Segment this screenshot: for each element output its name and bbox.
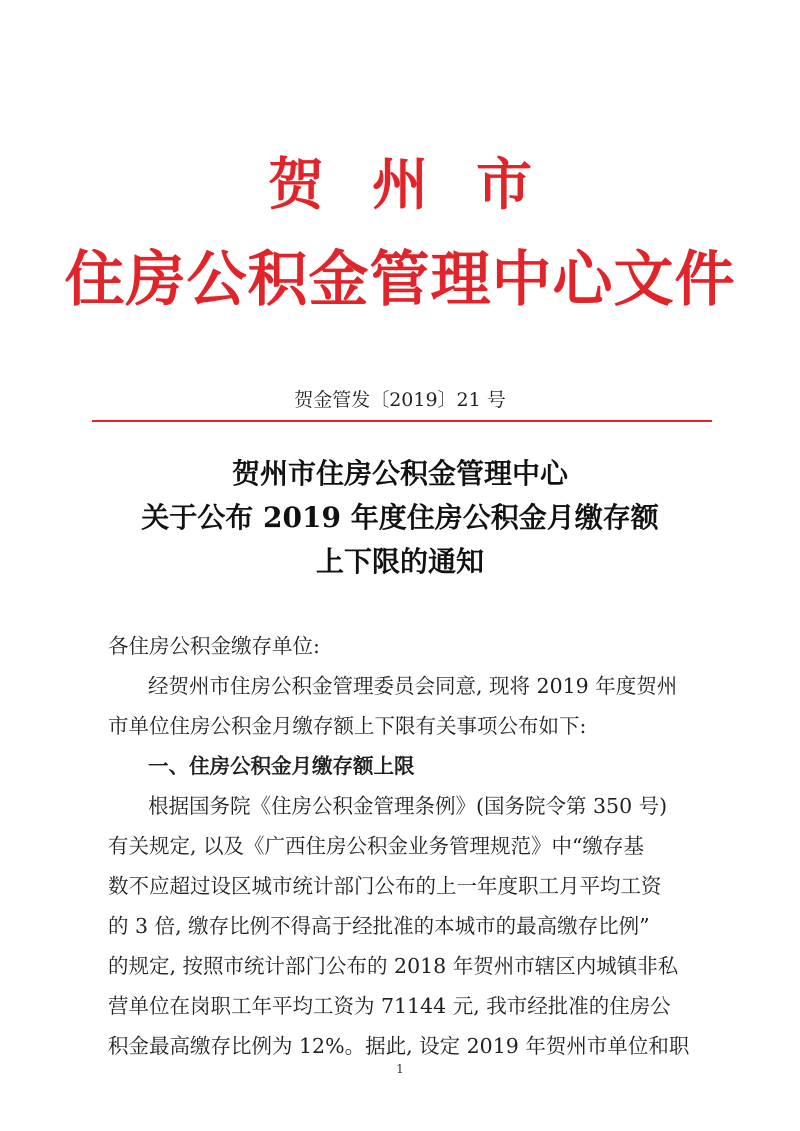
title-line-2: 关于公布 2019 年度住房公积金月缴存额 [141, 501, 659, 534]
issuer-name: 住房公积金管理中心文件 [64, 245, 736, 315]
paragraph-2-line-7: 积金最高缴存比例为 12%。据此, 设定 2019 年贺州市单位和职 [108, 1034, 690, 1058]
paragraph-2-line-5: 的规定, 按照市统计部门公布的 2018 年贺州市辖区内城镇非私 [108, 954, 679, 978]
section-heading-1: 一、住房公积金月缴存额上限 [148, 754, 415, 778]
paragraph-2-line-1: 根据国务院《住房公积金管理条例》(国务院令第 350 号) [148, 794, 668, 818]
document-title [0, 452, 800, 584]
document-number: 贺金管发〔2019〕21 号 [294, 389, 506, 411]
paragraph-2-line-6: 营单位在岗职工年平均工资为 71144 元, 我市经批准的住房公 [108, 994, 671, 1018]
paragraph-1-line-1: 经贺州市住房公积金管理委员会同意, 现将 2019 年度贺州 [148, 674, 678, 698]
title-line-1: 贺州市住房公积金管理中心 [231, 457, 568, 490]
paragraph-2-line-3: 数不应超过设区城市统计部门公布的上一年度职工月平均工资 [108, 874, 662, 898]
title-line-3: 上下限的通知 [315, 545, 484, 578]
paragraph-2-line-4: 的 3 倍, 缴存比例不得高于经批准的本城市的最高缴存比例” [108, 914, 650, 938]
red-divider [92, 420, 712, 422]
paragraph-1-line-2: 市单位住房公积金月缴存额上下限有关事项公布如下: [108, 714, 587, 738]
paragraph-2-line-2: 有关规定, 以及《广西住房公积金业务管理规范》中“缴存基 [108, 834, 645, 858]
page-number: 1 [396, 1062, 404, 1076]
salutation: 各住房公积金缴存单位: [108, 634, 320, 658]
document-body [108, 626, 708, 1066]
issuer-city: 贺州市 [268, 152, 580, 218]
